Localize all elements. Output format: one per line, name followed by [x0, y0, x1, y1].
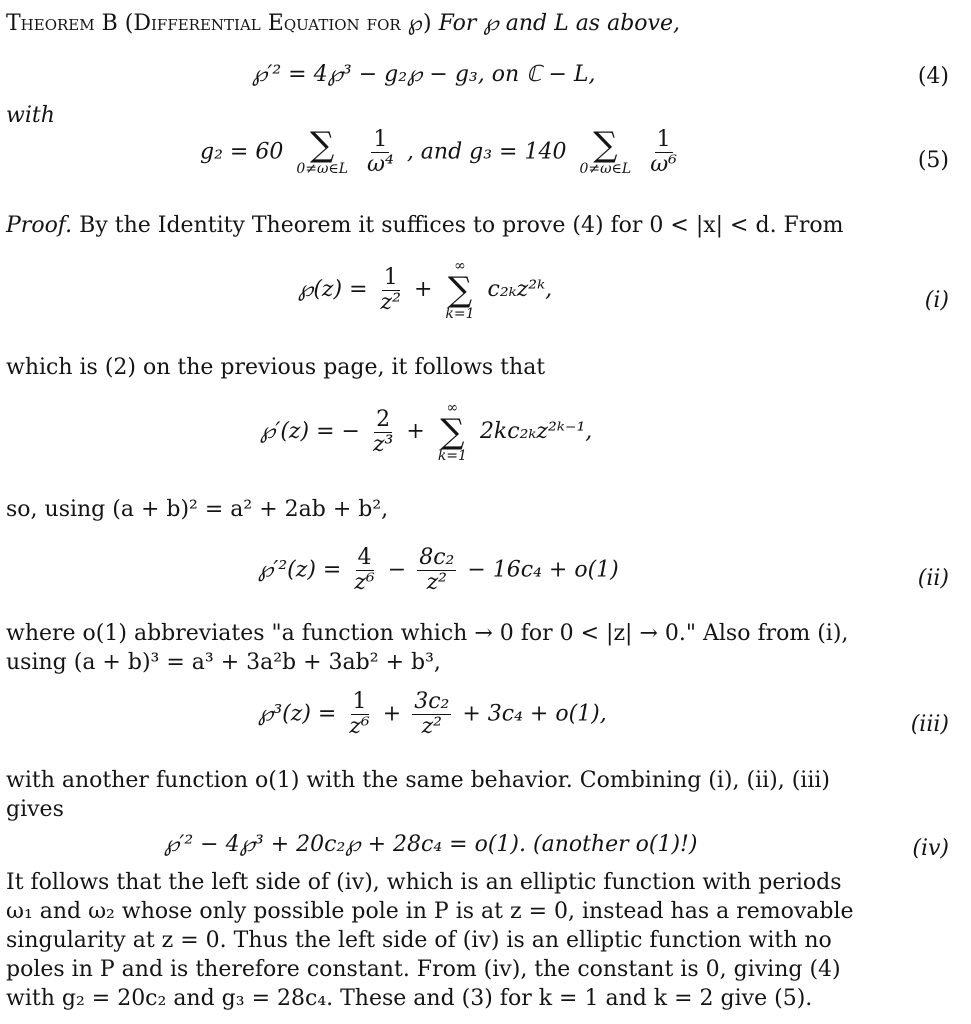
final-paragraph: It follows that the left side of (iv), which is an elliptic function with periods ω₁ and ω₂ whose only possible pole in P is at z = 0, instead has a removable singularity at z = 0. Thus the left side of (iv) is an elliptic function with no poles in P and is therefore constant. From (iv), the constant is 0, giving (4) with g₂ = 20c₂ and g₃ = 28c₄. These and (3) for k = 1 and k = 2 give (5).	[6, 870, 854, 1011]
which-line: which is (2) on the previous page, it follows that	[6, 355, 546, 380]
eq4-domain: on ℂ − L,	[491, 62, 596, 87]
with-label: with	[6, 103, 55, 128]
eq-i-number: (i)	[924, 288, 949, 313]
g3-sum: ∑ 0≠ω∈L	[579, 124, 632, 177]
eq-ii-number: (ii)	[917, 566, 949, 591]
so-line: so, using (a + b)² = a² + 2ab + b²,	[6, 497, 389, 522]
g3-sum-index: 0≠ω∈L	[579, 160, 632, 177]
equation-iii: ℘³(z) = $\frac{1}{\text{z⁶}}$ + $\frac{\text{3c₂}}{\text{z²}}$ + 3c₄ + o(1),	[258, 689, 607, 739]
and-g3-lhs: , and g₃ = 140	[406, 139, 567, 165]
equation-ii: ℘′²(z) = $\frac{4}{\text{z⁶}}$ − $\frac{\text{8c₂}}{\text{z²}}$ − 16c₄ + o(1)	[258, 545, 619, 595]
eq-iv-number: (iv)	[912, 836, 949, 861]
equation-iv: ℘′² − 4℘³ + 20c₂℘ + 28c₄ = o(1). (another o(1)!)	[164, 832, 698, 857]
where-line: where o(1) abbreviates "a function which → 0 for 0 < |z| → 0." Also from (i),	[6, 621, 849, 646]
another-paragraph: with another function o(1) with the same behavior. Combining (i), (ii), (iii) gives	[6, 768, 830, 822]
proof-text: By the Identity Theorem it suffices to prove (4) for 0 < |x| < d. From	[72, 213, 844, 238]
theorem-label: Theorem B	[6, 11, 118, 36]
eq5-number: (5)	[917, 148, 949, 173]
equation-derivative: ℘′(z) = − $\frac{2}{\text{z³}}$ + ∞ ∑ k=1 2kc₂ₖz²ᵏ⁻¹,	[260, 400, 593, 464]
using-line: using (a + b)³ = a³ + 3a²b + 3ab² + b³,	[6, 650, 441, 675]
equation-i: ℘(z) = $\frac{1}{\text{z²}}$ + ∞ ∑ k=1 c₂ₖz²ᵏ,	[298, 258, 553, 322]
equation-5	[200, 124, 683, 177]
theorem-statement: For ℘ and L as above,	[438, 11, 680, 36]
g2-sum: ∑ 0≠ω∈L	[296, 124, 349, 177]
g2-sum-index: 0≠ω∈L	[296, 160, 349, 177]
g3-fraction: $\frac{1}{\text{ω⁶}}$	[650, 127, 677, 177]
eq4-body: ℘′² = 4℘³ − g₂℘ − g₃,	[252, 62, 485, 87]
theorem-title: (Differential Equation for ℘)	[124, 11, 432, 36]
sum-derivative: ∞ ∑ k=1	[437, 400, 467, 464]
proof-line	[6, 212, 843, 240]
proof-label: Proof.	[6, 213, 73, 238]
eq4-number: (4)	[917, 64, 949, 89]
g2-fraction: $\frac{1}{\text{ω⁴}}$	[367, 127, 394, 177]
theorem-heading	[6, 10, 680, 38]
eq-iii-number: (iii)	[910, 712, 949, 737]
equation-4	[252, 62, 596, 87]
g2-lhs: g₂ = 60	[200, 139, 284, 165]
sum-i: ∞ ∑ k=1	[445, 258, 475, 322]
